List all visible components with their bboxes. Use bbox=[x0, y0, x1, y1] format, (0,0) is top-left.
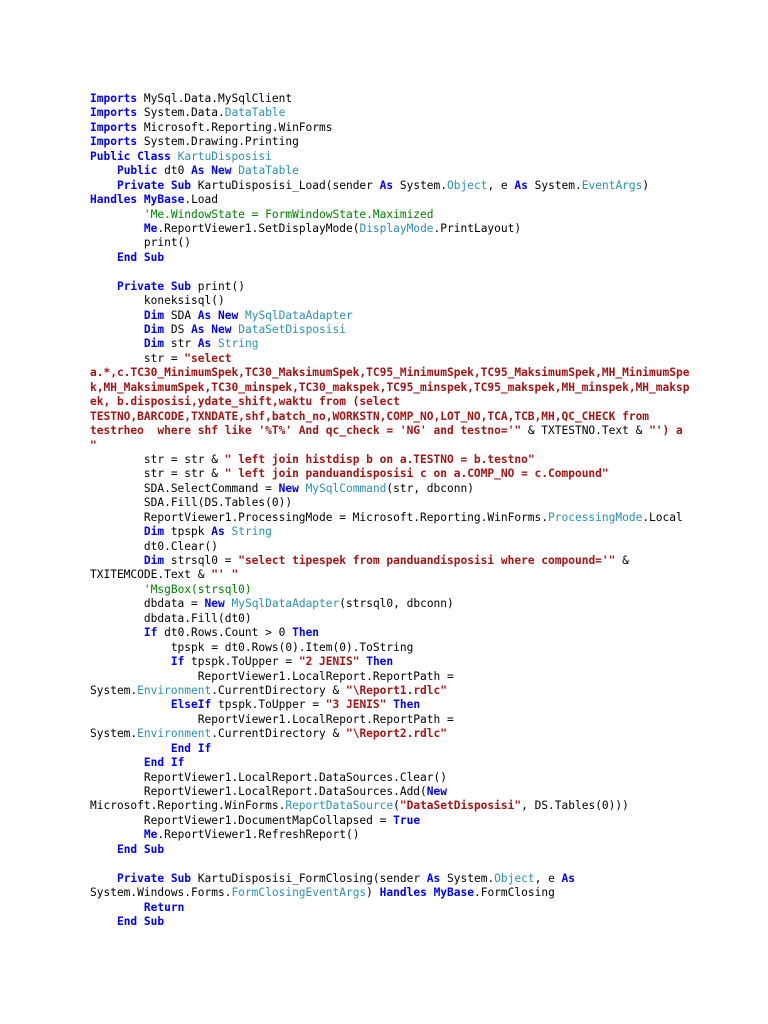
code-text: ) bbox=[642, 178, 650, 192]
keyword: Return bbox=[143, 900, 185, 914]
keyword: End If bbox=[170, 741, 212, 755]
keyword: MyBase bbox=[143, 193, 185, 207]
code-text: SDA.SelectCommand = bbox=[90, 481, 279, 495]
type-name: Environment bbox=[137, 683, 212, 697]
keyword: Then bbox=[393, 698, 421, 712]
keyword: Imports bbox=[90, 106, 138, 120]
code-line bbox=[90, 352, 768, 366]
string-literal: TESTNO,BARCODE,TXNDATE,shf,batch_no,WORKSTN,COMP_NO,LOT_NO,TCA,TCB,MH,QC_CHECK from bbox=[90, 409, 650, 423]
code-text bbox=[90, 843, 117, 856]
code-text bbox=[90, 626, 144, 639]
code-text: str = str & bbox=[90, 452, 225, 466]
keyword: As New bbox=[191, 164, 232, 178]
keyword: Dim bbox=[143, 308, 165, 322]
code-text bbox=[90, 698, 171, 711]
keyword: Handles bbox=[379, 886, 427, 900]
code-text bbox=[90, 222, 144, 235]
keyword: Then bbox=[366, 655, 394, 669]
code-text bbox=[90, 756, 144, 769]
code-text bbox=[90, 208, 144, 221]
keyword: As bbox=[197, 337, 212, 351]
code-text: print() bbox=[191, 279, 245, 293]
code-line bbox=[90, 655, 768, 669]
keyword: Imports bbox=[90, 120, 138, 134]
code-text bbox=[90, 901, 144, 914]
code-text: ReportViewer1.LocalReport.ReportPath = bbox=[90, 712, 454, 726]
code-text: TXITEMCODE.Text & bbox=[90, 568, 212, 582]
type-name: DataSetDisposisi bbox=[238, 323, 347, 336]
code-line bbox=[90, 265, 768, 279]
code-line bbox=[90, 453, 768, 467]
code-line bbox=[90, 251, 768, 265]
code-line bbox=[90, 843, 768, 857]
code-line bbox=[90, 366, 768, 380]
code-line bbox=[90, 439, 768, 453]
keyword: As New bbox=[197, 308, 239, 322]
keyword: True bbox=[393, 813, 421, 827]
code-line bbox=[90, 583, 768, 597]
code-text: print() bbox=[90, 236, 192, 250]
code-text bbox=[90, 164, 117, 177]
code-text: (strsql0, dbconn) bbox=[339, 597, 454, 611]
code-text bbox=[90, 525, 144, 538]
code-text bbox=[90, 742, 171, 755]
code-text bbox=[90, 915, 117, 928]
code-line bbox=[90, 684, 768, 698]
code-text bbox=[90, 179, 117, 192]
code-line bbox=[90, 496, 768, 510]
string-literal: "\Report1.rdlc" bbox=[345, 683, 448, 697]
code-text: KartuDisposisi_Load(sender bbox=[191, 178, 380, 192]
code-text: SDA.Fill(DS.Tables(0)) bbox=[90, 496, 293, 510]
type-name: MySqlDataAdapter bbox=[231, 597, 340, 611]
keyword: Dim bbox=[143, 337, 165, 351]
type-name: Environment bbox=[137, 727, 212, 741]
code-line bbox=[90, 814, 768, 828]
code-text bbox=[90, 309, 144, 322]
keyword: Private Sub bbox=[116, 279, 192, 293]
keyword: MyBase bbox=[433, 886, 474, 900]
code-text: System. bbox=[440, 871, 495, 885]
string-literal: k,MH_MaksimumSpek,TC30_minspek,TC30_makspek,TC95_minspek,TC95_makspek,MH_minspek,MH_maksp bbox=[90, 380, 690, 394]
code-line bbox=[90, 626, 768, 640]
code-text: System.Windows.Forms. bbox=[90, 886, 232, 900]
code-line bbox=[90, 381, 768, 395]
code-text bbox=[171, 150, 178, 163]
keyword: As bbox=[211, 525, 225, 539]
code-text: .Load bbox=[184, 193, 219, 207]
code-text: Microsoft.Reporting.WinForms bbox=[137, 120, 333, 134]
code-line bbox=[90, 467, 768, 481]
code-text: .ReportViewer1.RefreshReport() bbox=[157, 828, 360, 842]
type-name: Object bbox=[494, 871, 535, 885]
string-literal: "select tipespek from panduandisposisi where compound='" bbox=[238, 554, 616, 567]
code-text: Microsoft.Reporting.WinForms. bbox=[90, 799, 286, 813]
type-name: String bbox=[218, 337, 259, 351]
code-line bbox=[90, 540, 768, 554]
string-literal: ek, b.disposisi,ydate_shift,waktu from (select bbox=[90, 395, 400, 409]
keyword: Dim bbox=[143, 554, 165, 567]
keyword: End Sub bbox=[116, 914, 165, 928]
code-line bbox=[90, 208, 768, 222]
code-text: dbdata.Fill(dt0) bbox=[90, 611, 252, 625]
code-text: tpspk.ToUpper = bbox=[211, 698, 326, 712]
keyword: ElseIf bbox=[170, 698, 212, 712]
keyword: New bbox=[426, 785, 447, 798]
code-text: ReportViewer1.ProcessingMode = Microsoft.Reporting.WinForms. bbox=[90, 510, 549, 524]
keyword: As New bbox=[191, 323, 232, 336]
code-text: dt0.Clear() bbox=[90, 539, 218, 553]
code-line bbox=[90, 742, 768, 756]
code-line bbox=[90, 670, 768, 684]
code-text: System. bbox=[90, 727, 138, 741]
code-text: dt0 bbox=[157, 164, 192, 178]
code-text bbox=[90, 323, 144, 336]
code-text bbox=[90, 251, 117, 264]
code-text: MySql.Data.MySqlClient bbox=[137, 92, 293, 105]
code-text bbox=[225, 525, 232, 538]
code-line bbox=[90, 727, 768, 741]
code-text: tpspk = dt0.Rows(0).Item(0).ToString bbox=[90, 640, 414, 654]
code-line bbox=[90, 424, 768, 438]
keyword: Dim bbox=[143, 525, 165, 539]
code-text: System.Data. bbox=[137, 106, 225, 120]
code-line bbox=[90, 713, 768, 727]
keyword: As bbox=[514, 178, 528, 192]
string-literal: " left join histdisp b on a.TESTNO = b.testno" bbox=[224, 452, 535, 466]
keyword: Then bbox=[292, 626, 320, 640]
code-text: .CurrentDirectory & bbox=[211, 683, 346, 697]
code-text: System. bbox=[527, 178, 582, 192]
keyword: Dim bbox=[143, 323, 165, 336]
code-text: (str, dbconn) bbox=[386, 481, 474, 495]
code-line bbox=[90, 106, 768, 120]
code-text: str bbox=[164, 337, 198, 351]
code-text: str = str & bbox=[90, 467, 225, 481]
code-text: tpspk.ToUpper = bbox=[184, 655, 299, 669]
code-line bbox=[90, 410, 768, 424]
string-literal: "2 JENIS" bbox=[298, 655, 360, 669]
code-text: SDA bbox=[164, 308, 198, 322]
comment: 'MsgBox(strsql0) bbox=[143, 582, 252, 596]
string-literal: "') a bbox=[649, 424, 683, 438]
type-name: KartuDisposisi bbox=[177, 149, 272, 163]
string-literal: " left join panduandisposisi c on a.COMP_NO = c.Compound" bbox=[224, 467, 609, 481]
keyword: End Sub bbox=[116, 842, 165, 856]
code-line bbox=[90, 641, 768, 655]
keyword: Public bbox=[116, 164, 158, 178]
code-line bbox=[90, 872, 768, 886]
code-text: ReportViewer1.LocalReport.ReportPath = bbox=[90, 669, 454, 683]
code-text: .ReportViewer1.SetDisplayMode( bbox=[157, 221, 360, 235]
keyword: New bbox=[204, 597, 225, 611]
comment: 'Me.WindowState = FormWindowState.Maximized bbox=[143, 207, 434, 221]
code-text: koneksisql() bbox=[90, 294, 225, 308]
keyword: As bbox=[379, 178, 394, 192]
code-text bbox=[238, 309, 245, 322]
code-line bbox=[90, 554, 768, 568]
code-line bbox=[90, 323, 768, 337]
keyword: Private Sub bbox=[116, 178, 192, 192]
keyword: Private Sub bbox=[116, 871, 192, 885]
keyword: Me bbox=[143, 828, 158, 842]
type-name: FormClosingEventArgs bbox=[231, 886, 367, 900]
code-text: ReportViewer1.LocalReport.DataSources.Add( bbox=[90, 785, 427, 798]
code-text: .PrintLayout) bbox=[433, 221, 522, 235]
code-text bbox=[90, 554, 144, 567]
code-text: System.Drawing.Printing bbox=[137, 135, 299, 149]
string-literal: a.*,c.TC30_MinimumSpek,TC30_MaksimumSpek,TC95_MinimumSpek,TC95_MaksimumSpek,MH_MinimumSpe bbox=[90, 366, 690, 380]
string-literal: " bbox=[90, 438, 97, 452]
code-text bbox=[90, 828, 144, 841]
code-text: ) bbox=[366, 886, 380, 900]
code-text bbox=[137, 193, 144, 206]
keyword: If bbox=[170, 655, 185, 669]
keyword: Me bbox=[143, 221, 158, 235]
keyword: As bbox=[426, 871, 441, 885]
code-text bbox=[90, 655, 171, 668]
string-literal: "3 JENIS" bbox=[325, 698, 387, 712]
keyword: Public Class bbox=[90, 149, 171, 163]
type-name: ProcessingMode bbox=[548, 510, 643, 524]
code-text bbox=[90, 872, 117, 885]
code-line bbox=[90, 915, 768, 929]
code-line bbox=[90, 150, 768, 164]
code-line bbox=[90, 799, 768, 813]
keyword: End Sub bbox=[116, 250, 165, 264]
code-text: str = bbox=[90, 351, 185, 365]
code-line bbox=[90, 756, 768, 770]
code-text bbox=[90, 280, 117, 293]
type-name: Object bbox=[447, 178, 488, 192]
code-text bbox=[90, 337, 144, 350]
code-text bbox=[299, 482, 306, 495]
code-line bbox=[90, 280, 768, 294]
type-name: MySqlCommand bbox=[305, 481, 387, 495]
code-line bbox=[90, 135, 768, 149]
code-line bbox=[90, 886, 768, 900]
code-text: strsql0 = bbox=[164, 554, 239, 567]
code-text: .FormClosing bbox=[473, 886, 555, 900]
code-text: ReportViewer1.DocumentMapCollapsed = bbox=[90, 813, 394, 827]
code-line bbox=[90, 164, 768, 178]
string-literal: "\Report2.rdlc" bbox=[345, 727, 448, 741]
code-line bbox=[90, 482, 768, 496]
code-line bbox=[90, 236, 768, 250]
code-line bbox=[90, 222, 768, 236]
type-name: String bbox=[231, 525, 272, 539]
code-text: .CurrentDirectory & bbox=[211, 727, 346, 741]
code-text: dbdata = bbox=[90, 597, 205, 611]
code-line bbox=[90, 92, 768, 106]
type-name: MySqlDataAdapter bbox=[244, 308, 353, 322]
code-line bbox=[90, 525, 768, 539]
string-literal: testrheo where shf like '%T%' And qc_check = 'NG' and testno='" bbox=[90, 424, 522, 438]
keyword: Imports bbox=[90, 92, 138, 105]
code-line bbox=[90, 179, 768, 193]
code-line bbox=[90, 771, 768, 785]
code-line bbox=[90, 597, 768, 611]
string-literal: "select bbox=[184, 351, 232, 365]
code-line bbox=[90, 337, 768, 351]
code-text: ( bbox=[393, 799, 400, 813]
code-listing bbox=[90, 92, 768, 929]
keyword: Imports bbox=[90, 135, 138, 149]
code-text: dt0.Rows.Count > 0 bbox=[157, 626, 293, 640]
string-literal: "' " bbox=[211, 568, 239, 582]
code-text bbox=[90, 583, 144, 596]
code-text: System. bbox=[90, 683, 138, 697]
code-line bbox=[90, 294, 768, 308]
code-line bbox=[90, 395, 768, 409]
code-line bbox=[90, 193, 768, 207]
keyword: If bbox=[143, 626, 158, 640]
code-text: .Local bbox=[642, 510, 683, 524]
keyword: As bbox=[561, 871, 576, 885]
keyword: Handles bbox=[90, 193, 138, 207]
type-name: DataTable bbox=[238, 164, 299, 178]
code-line bbox=[90, 857, 768, 871]
code-text: System. bbox=[393, 178, 448, 192]
code-text: , e bbox=[487, 178, 515, 192]
code-text: ReportViewer1.LocalReport.DataSources.Clear() bbox=[90, 770, 447, 784]
code-line bbox=[90, 511, 768, 525]
code-line bbox=[90, 698, 768, 712]
code-text: , DS.Tables(0))) bbox=[521, 799, 629, 813]
code-line bbox=[90, 612, 768, 626]
code-text: tpspk bbox=[164, 525, 212, 539]
code-line bbox=[90, 901, 768, 915]
string-literal: "DataSetDisposisi" bbox=[399, 799, 522, 813]
code-text: KartuDisposisi_FormClosing(sender bbox=[191, 871, 427, 885]
code-text bbox=[427, 886, 434, 899]
type-name: DataTable bbox=[224, 106, 286, 120]
type-name: DisplayMode bbox=[359, 221, 434, 235]
code-text: DS bbox=[164, 323, 192, 336]
code-text: & TXTESTNO.Text & bbox=[521, 424, 650, 438]
code-line bbox=[90, 121, 768, 135]
code-line bbox=[90, 568, 768, 582]
code-line bbox=[90, 828, 768, 842]
code-text: , e bbox=[534, 871, 562, 885]
type-name: EventArgs bbox=[581, 178, 643, 192]
keyword: New bbox=[278, 481, 299, 495]
keyword: End If bbox=[143, 756, 185, 770]
type-name: ReportDataSource bbox=[285, 799, 394, 813]
code-line bbox=[90, 309, 768, 323]
code-line bbox=[90, 785, 768, 799]
code-text: & bbox=[615, 554, 629, 567]
